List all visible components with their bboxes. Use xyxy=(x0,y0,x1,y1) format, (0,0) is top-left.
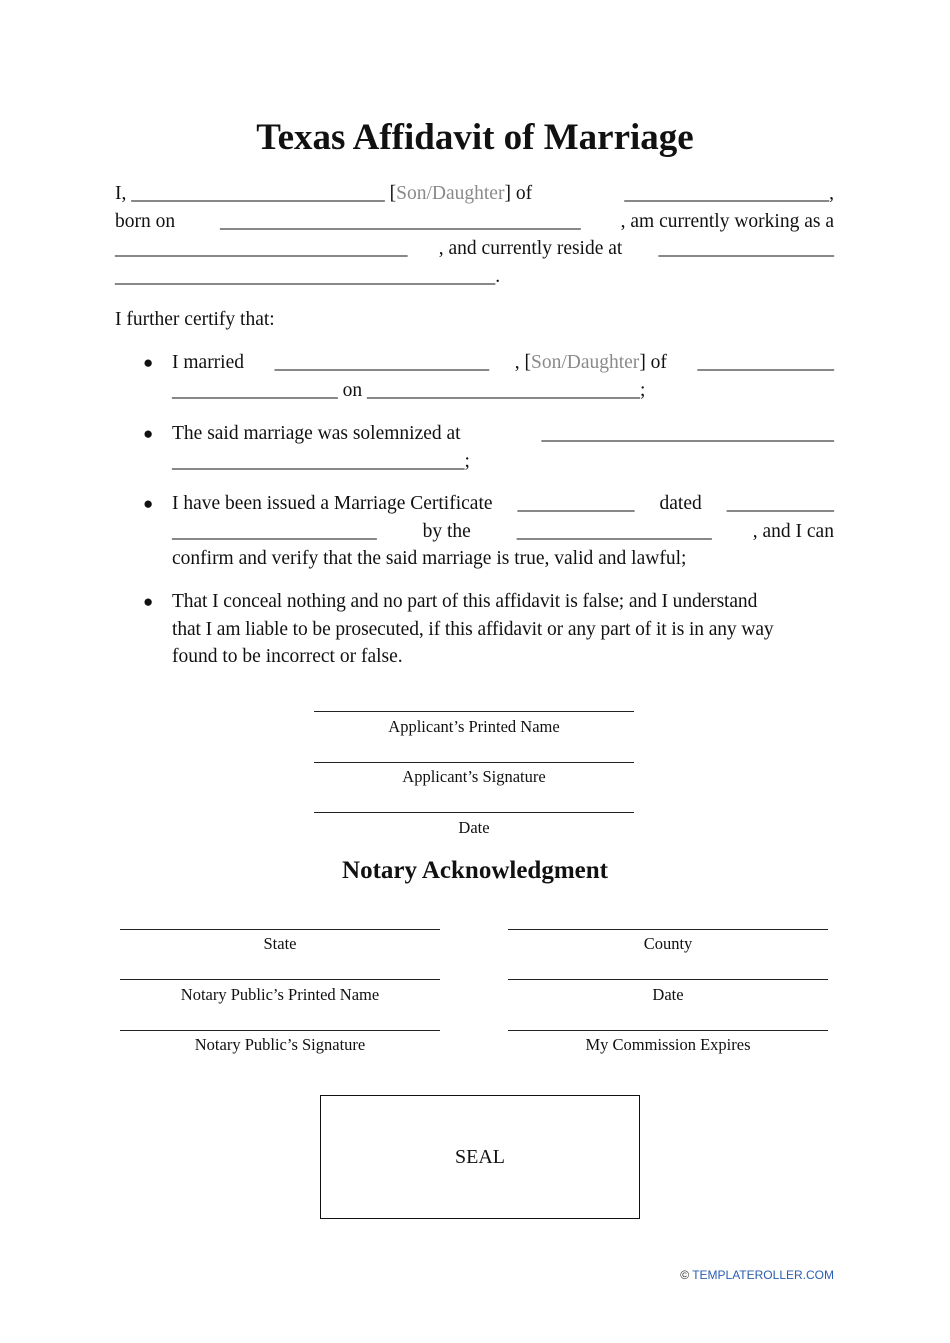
seal-box xyxy=(320,1095,640,1219)
notary-date-line[interactable] xyxy=(508,979,828,980)
applicant-signature-line[interactable] xyxy=(314,762,634,763)
placeholder-son-daughter: Son/Daughter xyxy=(396,183,505,204)
blank-field[interactable]: _____________________, xyxy=(624,183,834,204)
notary-printed-name-label: Notary Public’s Printed Name xyxy=(180,985,380,1004)
bullet-3-line-1 xyxy=(172,490,834,518)
intro-line-2 xyxy=(115,208,834,236)
intro-text: born on xyxy=(115,211,180,232)
applicant-name-line[interactable] xyxy=(314,711,634,712)
bullet-2-line-2[interactable]: ______________________________; xyxy=(172,451,470,472)
document-title: Texas Affidavit of Marriage xyxy=(256,117,694,158)
bullet-text: by the xyxy=(417,521,476,542)
state-label: State xyxy=(263,934,297,953)
bullet-4-line-1: That I conceal nothing and no part of this affidavit is false; and I understand xyxy=(172,591,758,612)
blank-field[interactable]: ______________ xyxy=(697,352,834,373)
blank-field[interactable]: ____________ xyxy=(517,493,635,514)
bullet-text: The said marriage was solemnized at xyxy=(172,423,466,444)
applicant-date-label: Date xyxy=(458,818,490,837)
blank-field[interactable]: __________________ xyxy=(658,238,834,259)
placeholder-son-daughter: Son/Daughter xyxy=(530,352,640,373)
blank-field[interactable]: _____________________ xyxy=(172,521,377,542)
state-line[interactable] xyxy=(120,929,440,930)
bullet-3-line-3: confirm and verify that the said marriage is true, valid and lawful; xyxy=(172,548,687,569)
intro-text: ] of xyxy=(504,183,537,204)
blank-field[interactable]: ______________________ xyxy=(274,352,490,373)
notary-name-line[interactable] xyxy=(120,979,440,980)
bullet-icon: ● xyxy=(143,424,154,443)
intro-text: , and currently reside at xyxy=(438,238,628,259)
certify-heading: I further certify that: xyxy=(115,309,275,330)
intro-text: I, __________________________ [ xyxy=(115,183,397,204)
bullet-1-line-1 xyxy=(172,349,834,377)
bullet-icon: ● xyxy=(143,494,154,513)
county-label: County xyxy=(643,934,693,953)
notary-signature-line[interactable] xyxy=(120,1030,440,1031)
intro-line-4[interactable]: _______________________________________. xyxy=(115,266,501,287)
applicant-date-line[interactable] xyxy=(314,812,634,813)
blank-field[interactable]: _________________ xyxy=(172,380,338,401)
commission-expires-label: My Commission Expires xyxy=(585,1035,751,1054)
applicant-printed-name-label: Applicant’s Printed Name xyxy=(388,717,560,736)
templateroller-link[interactable]: TEMPLATEROLLER.COM xyxy=(692,1268,834,1282)
bullet-text: ] of xyxy=(639,352,672,373)
blank-field[interactable]: ____________________________; xyxy=(367,380,646,401)
bullet-text: I have been issued a Marriage Certificate xyxy=(172,493,498,514)
seal-label: SEAL xyxy=(455,1145,505,1168)
intro-line-3 xyxy=(115,235,834,263)
notary-signature-label: Notary Public’s Signature xyxy=(194,1035,366,1054)
intro-line-1 xyxy=(115,180,834,208)
county-line[interactable] xyxy=(508,929,828,930)
notary-heading: Notary Acknowledgment xyxy=(342,857,608,884)
blank-field[interactable]: _____________________________________ xyxy=(219,211,581,232)
blank-field[interactable]: ___________ xyxy=(726,493,834,514)
bullet-1-line-2 xyxy=(172,377,834,405)
bullet-icon: ● xyxy=(143,353,154,372)
bullet-4-line-3: found to be incorrect or false. xyxy=(172,646,403,667)
notary-date-label: Date xyxy=(652,985,684,1004)
bullet-text: I married xyxy=(172,352,249,373)
intro-text: , am currently working as a xyxy=(620,211,834,232)
bullet-3-line-2 xyxy=(172,518,834,546)
blank-field[interactable]: ______________________________ xyxy=(541,423,834,444)
blank-field[interactable]: ______________________________ xyxy=(115,238,408,259)
bullet-icon: ● xyxy=(143,592,154,611)
bullet-text: , and I can xyxy=(752,521,834,542)
bullet-text: on xyxy=(337,380,367,401)
copyright-icon: © xyxy=(680,1268,690,1282)
bullet-4-line-2: that I am liable to be prosecuted, if this affidavit or any part of it is in any way xyxy=(172,619,774,640)
bullet-2-line-1 xyxy=(172,420,834,448)
commission-line[interactable] xyxy=(508,1030,828,1031)
applicant-signature-label: Applicant’s Signature xyxy=(402,767,546,786)
bullet-text: , [ xyxy=(514,352,531,373)
footer-credit xyxy=(680,1267,834,1283)
bullet-text: dated xyxy=(654,493,707,514)
blank-field[interactable]: ____________________ xyxy=(516,521,712,542)
